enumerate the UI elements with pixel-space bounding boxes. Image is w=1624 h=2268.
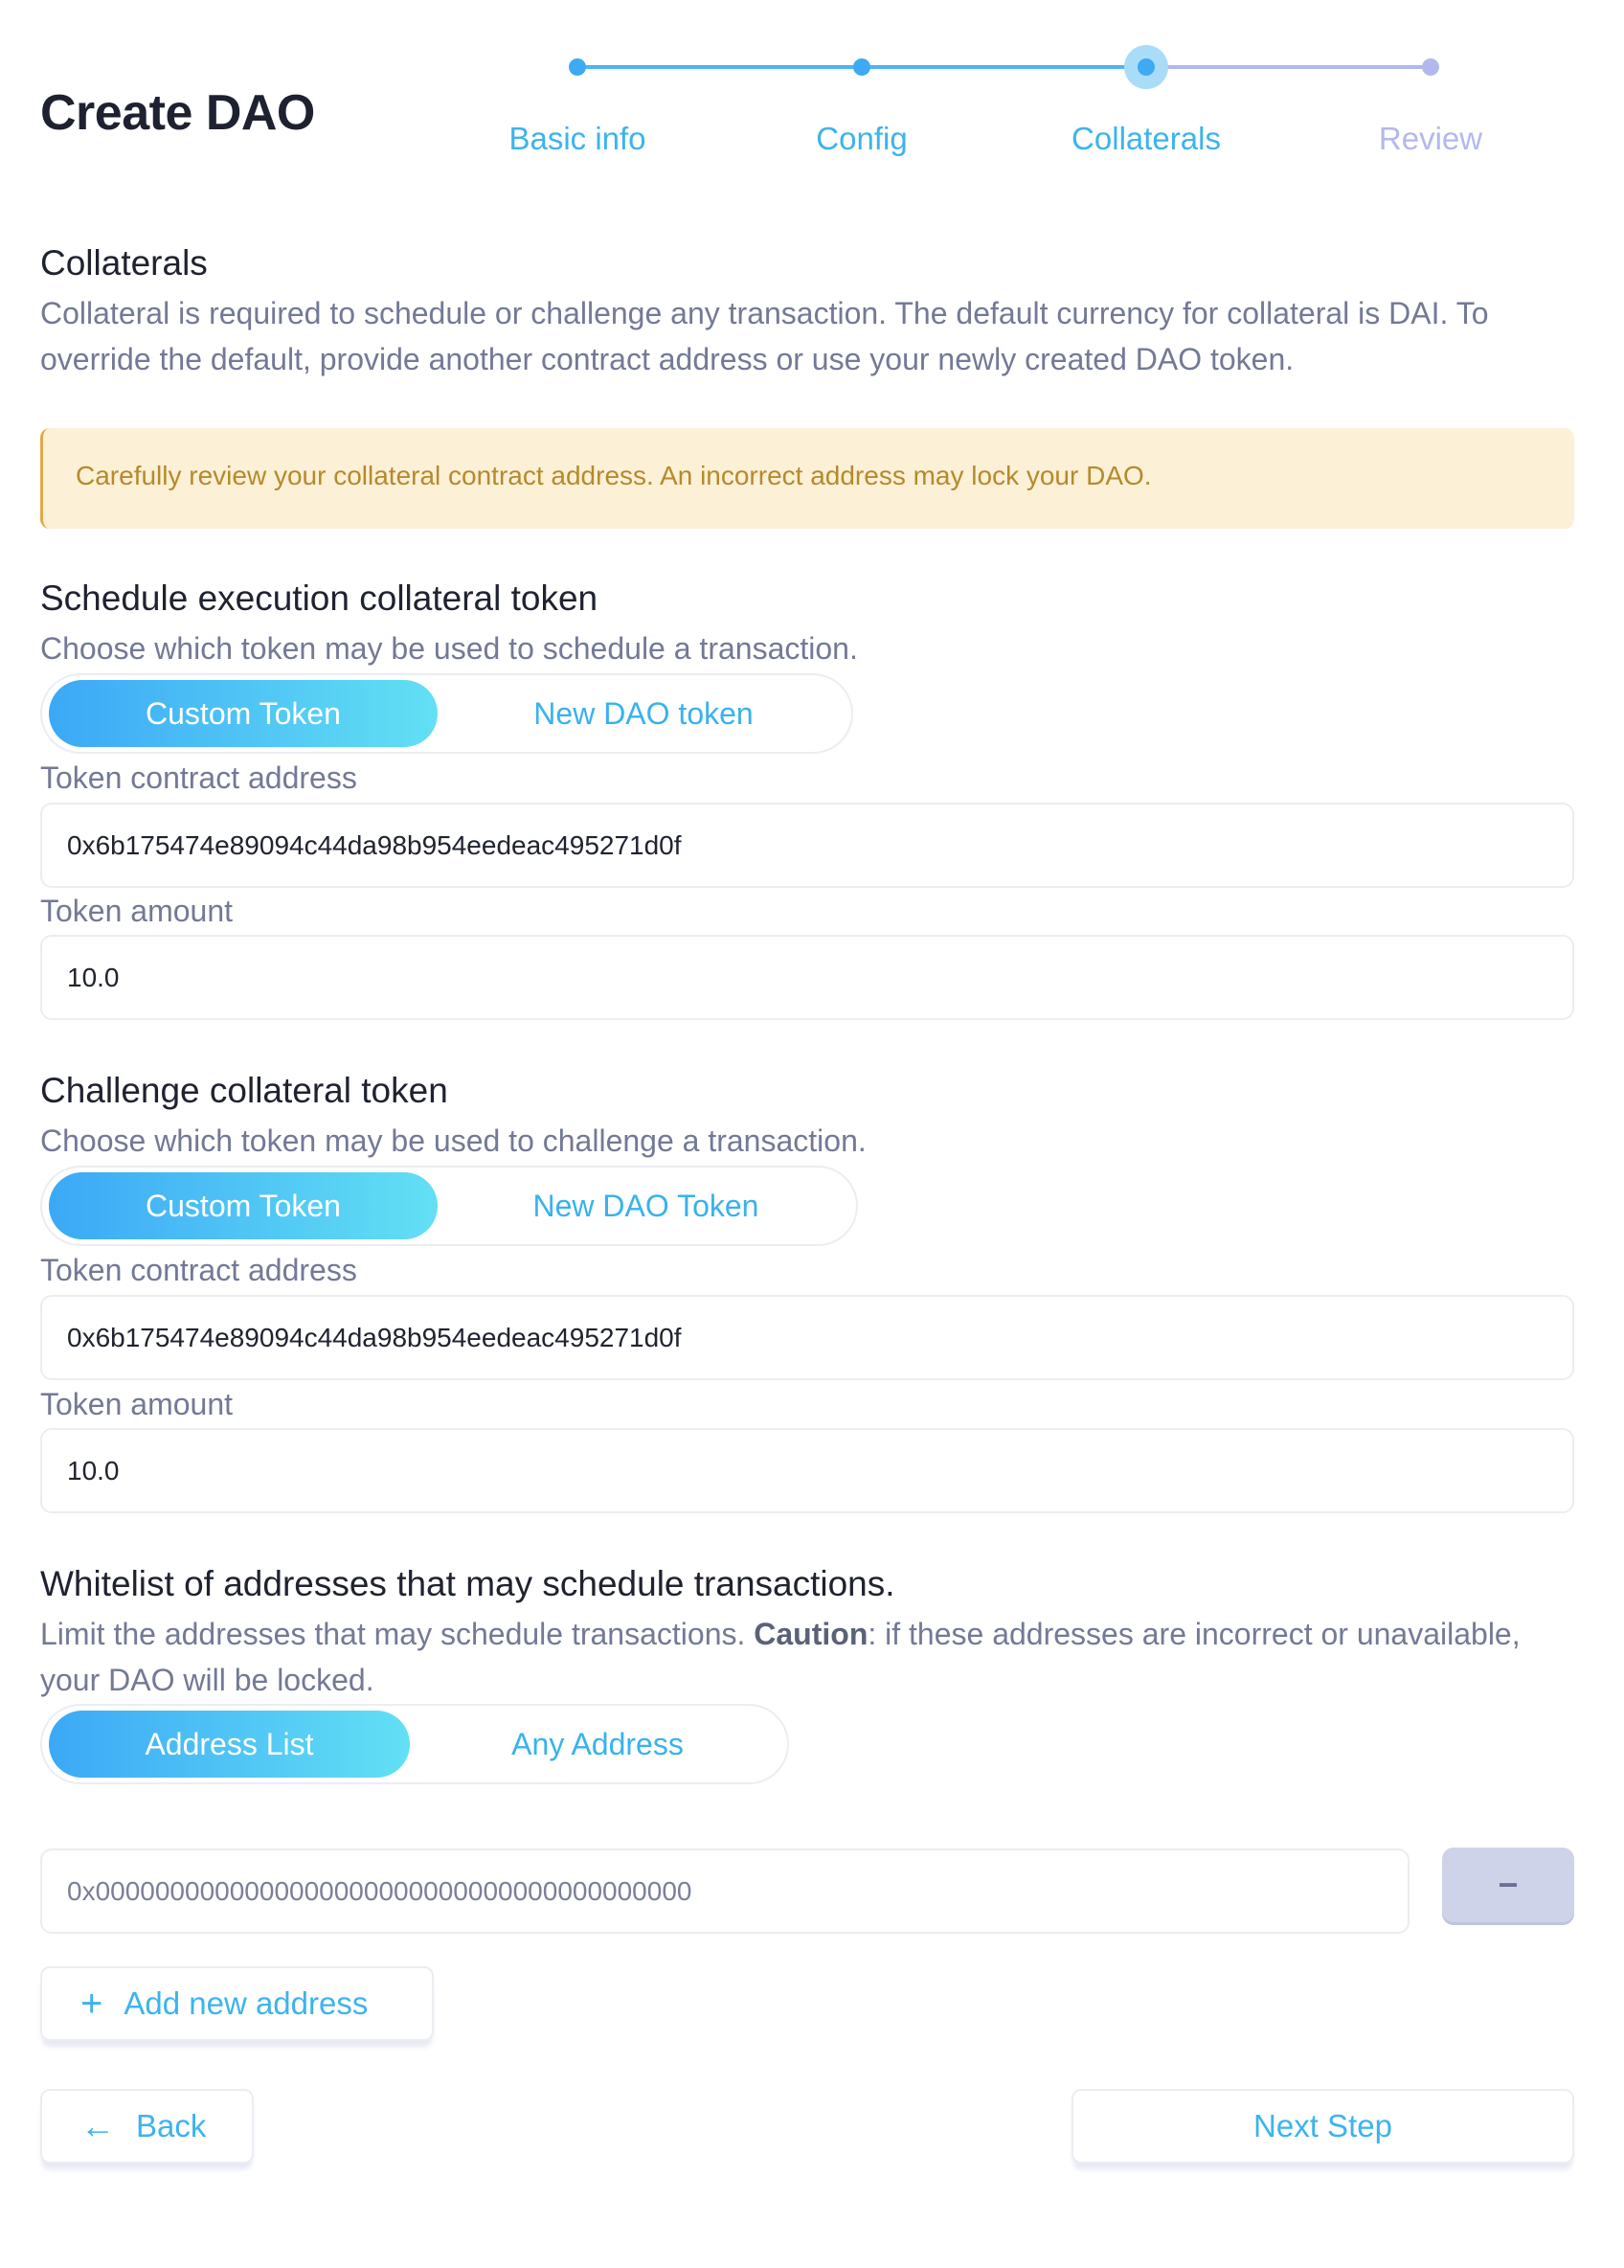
next-step-button[interactable]: Next Step: [1071, 2089, 1574, 2164]
desc-text: : if these addresses are incorrect or unavailable, your DAO will be locked.: [40, 1617, 1521, 1697]
desc-text: Limit the addresses that may schedule transactions.: [40, 1617, 755, 1651]
step-dot-config[interactable]: [853, 58, 870, 76]
back-label: Back: [136, 2108, 207, 2143]
challenge-amount-label: Token amount: [40, 1387, 234, 1421]
schedule-token-toggle: [40, 673, 853, 754]
challenge-amount-input[interactable]: 10.0: [40, 1428, 1574, 1513]
challenge-token-toggle: [40, 1166, 858, 1246]
challenge-subtitle: Choose which token may be used to challenge a transaction.: [40, 1123, 867, 1158]
challenge-address-label: Token contract address: [40, 1253, 357, 1287]
step-label-review: Review: [1378, 121, 1483, 156]
step-label-basic-info[interactable]: Basic info: [508, 121, 646, 156]
warning-alert: [40, 428, 1574, 529]
caution-text: Caution: [754, 1617, 868, 1651]
page-title: Create DAO: [40, 85, 315, 141]
arrow-left-icon: ←: [80, 2106, 115, 2145]
section-title: Collaterals: [40, 243, 208, 283]
schedule-amount-input[interactable]: 10.0: [40, 935, 1574, 1020]
new-dao-token-option[interactable]: New DAO Token: [532, 1188, 759, 1223]
stepper-remaining-line: [1146, 65, 1431, 69]
new-dao-token-option[interactable]: New DAO token: [533, 695, 754, 731]
schedule-title: Schedule execution collateral token: [40, 578, 598, 618]
step-dot-basic-info[interactable]: [569, 58, 586, 76]
back-button[interactable]: [40, 2089, 254, 2164]
challenge-address-input[interactable]: 0x6b175474e89094c44da98b954eedeac495271d0f: [40, 1295, 1574, 1380]
whitelist-description: [40, 1611, 1582, 1703]
plus-icon: +: [80, 1982, 103, 2025]
whitelist-address-input[interactable]: 0x0000000000000000000000000000000000000000: [40, 1848, 1410, 1934]
step-label-config[interactable]: Config: [816, 121, 908, 156]
whitelist-title: Whitelist of addresses that may schedule transactions.: [40, 1564, 895, 1603]
whitelist-toggle: [40, 1704, 789, 1784]
schedule-subtitle: Choose which token may be used to schedule a transaction.: [40, 631, 858, 666]
challenge-title: Challenge collateral token: [40, 1071, 448, 1110]
add-new-address-label: Add new address: [124, 1985, 369, 2021]
section-description: Collateral is required to schedule or challenge any transaction. The default currency for collateral is DAI. To override the default, provide another contract address or use your newly created DAO token.: [40, 296, 1489, 376]
custom-token-option[interactable]: Custom Token: [49, 680, 438, 747]
custom-token-option[interactable]: Custom Token: [49, 1172, 438, 1239]
warning-text: Carefully review your collateral contract address. An incorrect address may lock your DAO.: [76, 461, 1152, 490]
schedule-amount-label: Token amount: [40, 894, 234, 928]
schedule-address-input[interactable]: 0x6b175474e89094c44da98b954eedeac495271d0f: [40, 803, 1574, 888]
step-dot-review: [1422, 58, 1439, 76]
address-list-option[interactable]: Address List: [49, 1711, 410, 1778]
remove-address-button[interactable]: −: [1442, 1848, 1574, 1922]
add-new-address-button[interactable]: [40, 1966, 434, 2041]
step-dot-collaterals[interactable]: [1138, 58, 1155, 76]
schedule-address-label: Token contract address: [40, 760, 357, 795]
any-address-option[interactable]: Any Address: [511, 1726, 684, 1761]
step-label-collaterals[interactable]: Collaterals: [1071, 121, 1221, 156]
